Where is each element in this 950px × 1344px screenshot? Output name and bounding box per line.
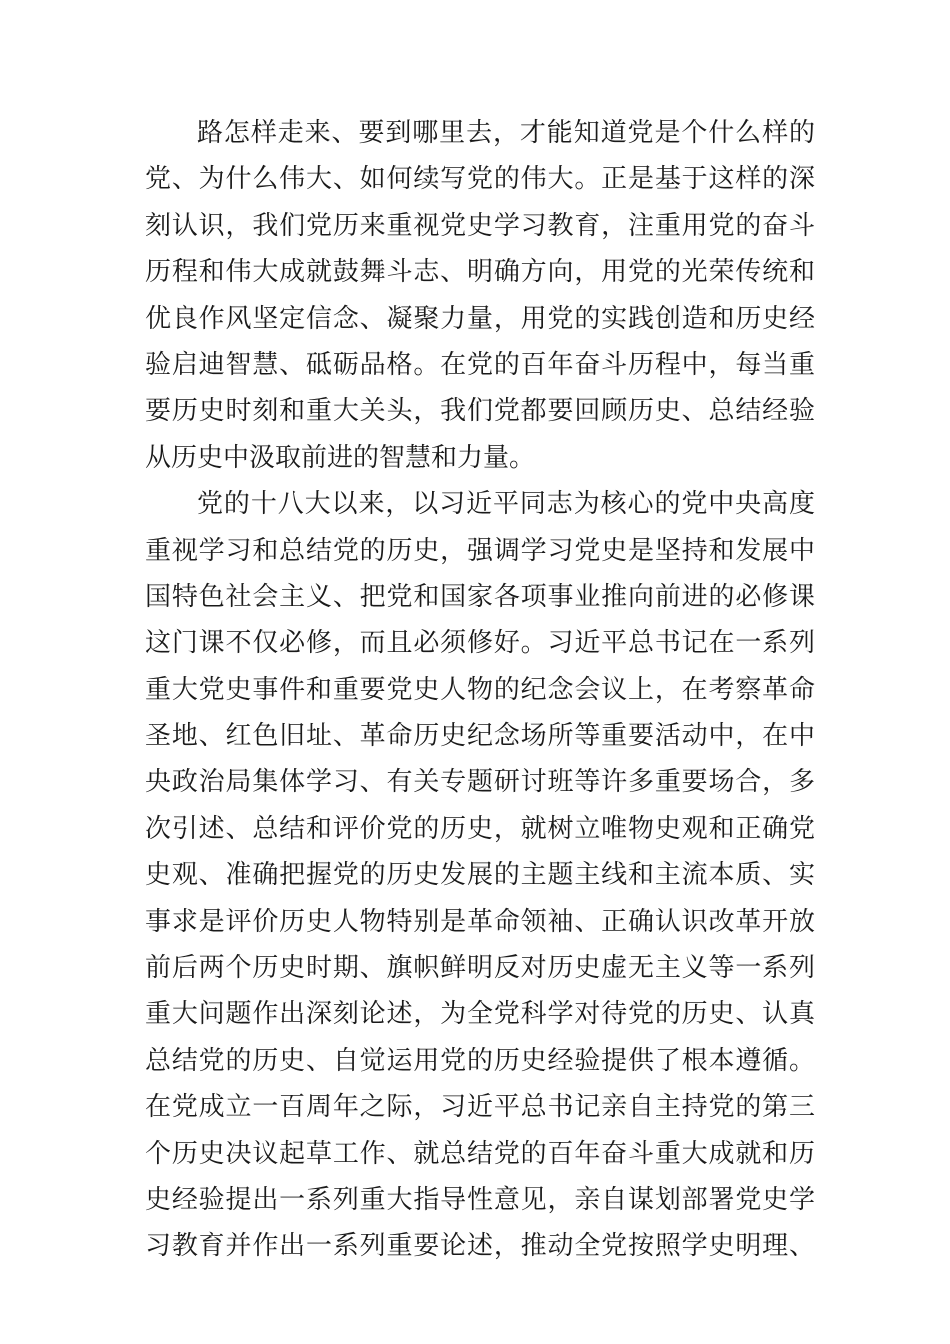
- body-text: [145, 110, 815, 1270]
- text-line: 习教育并作出一系列重要论述，推动全党按照学史明理、: [145, 1231, 815, 1262]
- text-line: 历程和伟大成就鼓舞斗志、明确方向，用党的光荣传统和: [145, 257, 815, 288]
- text-line: 事求是评价历史人物特别是革命领袖、正确认识改革开放: [145, 906, 815, 937]
- text-line: 史观、准确把握党的历史发展的主题主线和主流本质、实: [145, 860, 815, 891]
- text-line: 重大问题作出深刻论述，为全党科学对待党的历史、认真: [145, 999, 815, 1030]
- text-line: 党的十八大以来，以习近平同志为核心的党中央高度: [197, 489, 815, 520]
- text-line: 重视学习和总结党的历史，强调学习党史是坚持和发展中: [145, 535, 815, 566]
- text-line: 路怎样走来、要到哪里去，才能知道党是个什么样的: [197, 118, 815, 148]
- text-line: 次引述、总结和评价党的历史，就树立唯物史观和正确党: [145, 813, 815, 844]
- text-line: 在党成立一百周年之际，习近平总书记亲自主持党的第三: [145, 1092, 815, 1123]
- text-line: 总结党的历史、自觉运用党的历史经验提供了根本遵循。: [145, 1045, 815, 1076]
- text-line: 圣地、红色旧址、革命历史纪念场所等重要活动中，在中: [145, 721, 815, 752]
- text-line: 央政治局集体学习、有关专题研讨班等许多重要场合，多: [145, 767, 815, 798]
- text-line: 重大党史事件和重要党史人物的纪念会议上，在考察革命: [145, 674, 815, 705]
- text-line: 这门课不仅必修，而且必须修好。习近平总书记在一系列: [145, 628, 815, 659]
- text-line: 优良作风坚定信念、凝聚力量，用党的实践创造和历史经: [145, 303, 815, 334]
- paragraph-2: [145, 481, 815, 1270]
- text-line: 前后两个历史时期、旗帜鲜明反对历史虚无主义等一系列: [145, 953, 815, 984]
- text-line: 要历史时刻和重大关头，我们党都要回顾历史、总结经验: [145, 396, 815, 427]
- text-line: 党、为什么伟大、如何续写党的伟大。正是基于这样的深: [145, 164, 815, 195]
- text-line: 个历史决议起草工作、就总结党的百年奋斗重大成就和历: [145, 1138, 815, 1169]
- paragraph-1: [145, 110, 815, 481]
- text-line: 从历史中汲取前进的智慧和力量。: [145, 442, 536, 473]
- text-line: 国特色社会主义、把党和国家各项事业推向前进的必修课: [145, 581, 815, 612]
- text-line: 刻认识，我们党历来重视党史学习教育，注重用党的奋斗: [145, 210, 815, 241]
- text-line: 史经验提出一系列重大指导性意见，亲自谋划部署党史学: [145, 1184, 815, 1215]
- text-line: 验启迪智慧、砥砺品格。在党的百年奋斗历程中，每当重: [145, 349, 815, 380]
